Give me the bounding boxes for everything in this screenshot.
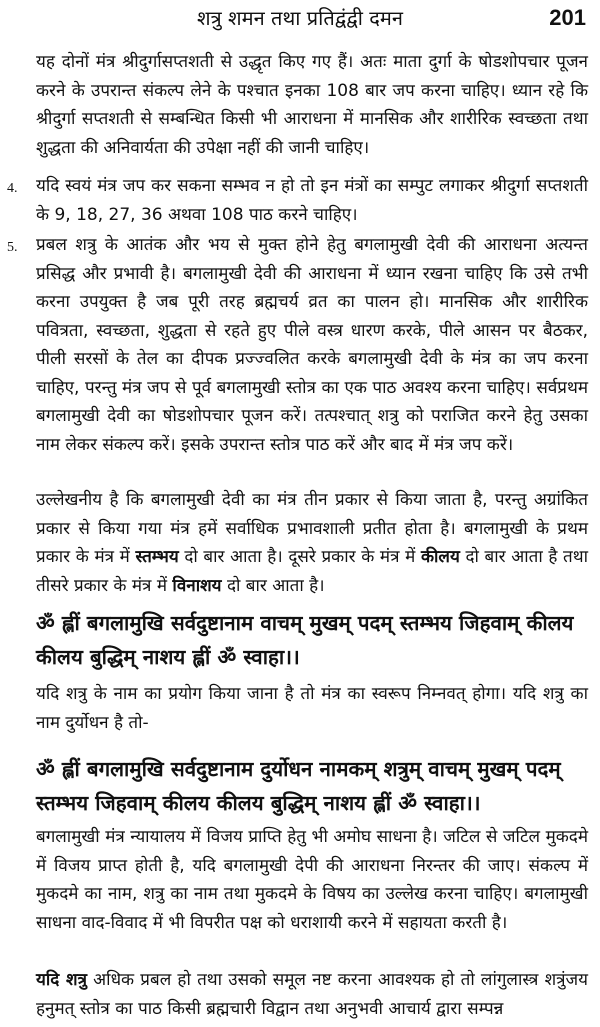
last-bold: यदि शत्रु (36, 970, 87, 990)
types-text-3: दो बार आता है तथा तीसरे प्रकार के मंत्र में (36, 547, 589, 596)
item-number-5: 5. (7, 240, 18, 255)
last-text: अधिक प्रबल हो तथा उसको समूल नष्ट करना आवश्यक हो तो लांगुलास्त्र शत्रुंजय हनुमत् स्तोत्र का पाठ किसी ब्रह्मचारी विद्वान तथा अनुभवी आचार्य द्वारा सम्पन्न (36, 970, 588, 1019)
types-text-1: उल्लेखनीय है कि बगलामुखी देवी का मंत्र तीन प्रकार से किया जाता है, परन्तु अग्रांकित प्रकार से किया गया मंत्र हमें सर्वाधिक प्रभावशाली प्रतीत होता है। बगलामुखी के प्रथम प्रकार के मंत्र में (36, 490, 588, 567)
item-number-4: 4. (7, 181, 18, 196)
word-stambhay: स्तम्भय (135, 547, 179, 567)
types-text-4: दो बार आता है। (221, 575, 325, 596)
item-5-text: प्रबल शत्रु के आतंक और भय से मुक्त होने हेतु बगलामुखी देवी की आराधना अत्यन्त प्रसिद्ध और प्रभावी है। बगलामुखी देवी की आराधना में ध्यान रखना चाहिए कि उसे तभी करना उपयुक्त है जब पूरी तरह ब्रह्मचर्य व्रत का पालन हो। मानसिक और शारीरिक पवित्रता, स्वच्छता, शुद्धता से रहते हुए पीले वस्त्र धारण करके, पीले आसन पर बैठकर, पीली सरसों के तेल का दीपक प्रज्ज्वलित करके बगलामुखी देवी के मंत्र का जप करना चाहिए, परन्तु मंत्र जप से पूर्व बगलामुखी स्तोत्र का एक पाठ अवश्य करना चाहिए। सर्वप्रथम बगलामुखी देवी का षोडशोपचार पूजन करें। तत्पश्चात् शत्रु को पराजित करने हेतु उसका नाम लेकर संकल्प करें। इसके उपरान्त स्तोत्र पाठ करें और बाद में मंत्र जप करें। (36, 235, 588, 455)
mantra-1: ॐ ह्लीं बगलामुखि सर्वदुष्टानाम वाचम् मुखम् पदम् स्तम्भय जिहवाम् कीलय कीलय बुद्धिम् नाशय ह्लीं ॐ स्वाहा।। (36, 611, 574, 669)
mantra-2: ॐ ह्लीं बगलामुखि सर्वदुष्टानाम दुर्योधन नामकम् शत्रुम् वाचम् मुखम् पदम् स्तम्भय जिहवाम् कीलय कीलय बुद्धिम् नाशय ह्लीं ॐ स्वाहा।। (36, 757, 561, 815)
page-number: 201 (549, 5, 586, 30)
item-4-text: यदि स्वयं मंत्र जप कर सकना सम्भव न हो तो इन मंत्रों का सम्पुट लगाकर श्रीदुर्गा सप्तशती के 9, 18, 27, 36 अथवा 108 पाठ करने चाहिए। (36, 176, 588, 225)
paragraph-hanumat (36, 966, 588, 1023)
word-vinashay: विनाशय (172, 575, 222, 596)
page-header (0, 4, 600, 34)
paragraph-enemy-name: यदि शत्रु के नाम का प्रयोग किया जाना है तो मंत्र का स्वरूप निम्नवत् होगा। यदि शत्रु का नाम दुर्योधन है तो- (36, 684, 588, 733)
word-keelay: कीलय (420, 547, 460, 567)
paragraph-court: बगलामुखी मंत्र न्यायालय में विजय प्राप्ति हेतु भी अमोघ साधना है। जटिल से जटिल मुकदमे में विजय प्राप्त होती है, यदि बगलामुखी देपी की आराधना निरन्तर की जाए। संकल्प में मुकदमे का नाम, शत्रु का नाम तथा मुकदमे के विषय का उल्लेख करना चाहिए। बगलामुखी साधना वाद-विवाद में भी विपरीत पक्ष को धराशायी करने में सहायता करती है। (36, 827, 588, 933)
types-text-2: दो बार आता है। दूसरे प्रकार के मंत्र में (178, 547, 421, 567)
paragraph-durga: यह दोनों मंत्र श्रीदुर्गासप्तशती से उद्धृत किए गए हैं। अतः माता दुर्गा के षोडशोपचार पूजन करने के उपरान्त संकल्प लेने के पश्चात इनका 108 बार जप करना चाहिए। ध्यान रहे कि श्रीदुर्गा सप्तशती से सम्बन्धित किसी भी आराधना में मानसिक और शारीरिक स्वच्छता तथा शुद्धता की अनिवार्यता की उपेक्षा नहीं की जानी चाहिए। (36, 52, 588, 158)
running-title: शत्रु शमन तथा प्रतिद्वंद्वी दमन (197, 6, 403, 30)
paragraph-mantra-types (36, 486, 588, 600)
